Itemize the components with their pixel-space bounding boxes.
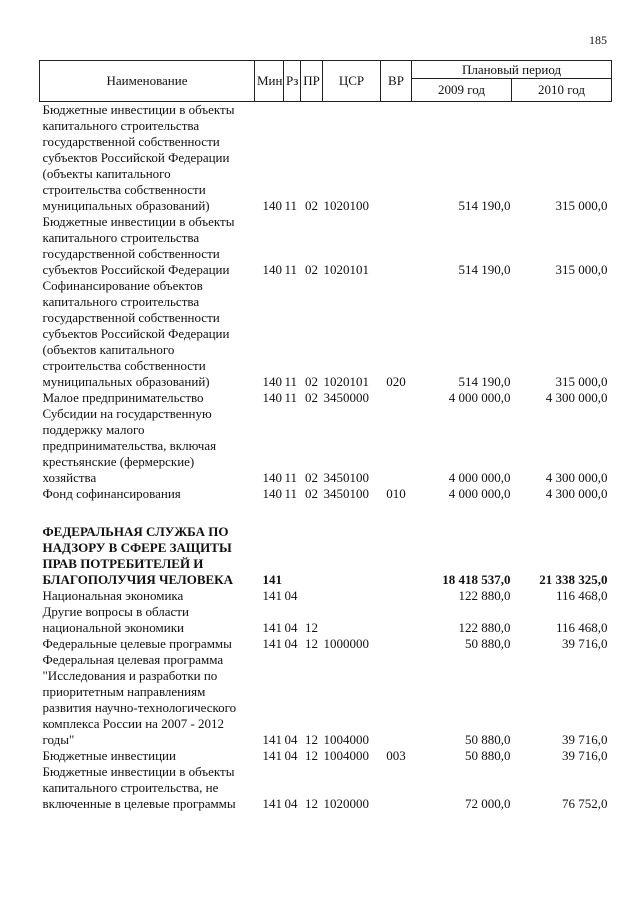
row-amount-2009: 4 000 000,0	[448, 486, 511, 501]
row-csr: 3450100	[323, 470, 369, 485]
row-name: Фонд софинансирования	[42, 486, 181, 501]
row-vr	[381, 102, 412, 215]
table-header	[40, 61, 612, 102]
row-rz: 11	[284, 198, 298, 213]
row-amount-2010: 116 468,0	[555, 620, 608, 635]
row-amount-2009: 122 880,0	[458, 620, 511, 635]
row-amount-2009: 514 190,0	[458, 262, 511, 277]
row-pr: 02	[305, 390, 318, 405]
row-vr: 010	[386, 486, 406, 501]
row-csr: 1020000	[323, 796, 369, 811]
row-amount-2009: 72 000,0	[465, 796, 511, 811]
row-vr	[381, 390, 412, 406]
header-rz: Рз	[284, 61, 301, 102]
row-min: 141	[262, 748, 282, 763]
row-amount-2010: 39 716,0	[562, 732, 608, 747]
row-pr: 02	[305, 262, 318, 277]
header-planning-period: Плановый период	[412, 61, 612, 79]
row-pr: 12	[305, 796, 318, 811]
row-min: 141	[262, 732, 282, 747]
table-row	[40, 748, 612, 764]
table-row	[40, 102, 612, 215]
row-name: Федеральные целевые программы	[42, 636, 232, 651]
section-header-row	[40, 524, 612, 588]
row-min: 141	[262, 620, 282, 635]
row-csr: 1020100	[323, 198, 369, 213]
row-csr	[323, 524, 381, 588]
row-pr: 12	[305, 748, 318, 763]
row-amount-2009: 50 880,0	[465, 748, 511, 763]
row-rz: 04	[284, 796, 298, 811]
row-amount-2009: 50 880,0	[465, 636, 511, 651]
header-vr: ВР	[381, 61, 412, 102]
table-row	[40, 214, 612, 278]
table-row	[40, 636, 612, 652]
row-rz: 04	[284, 588, 298, 603]
row-amount-2009: 514 190,0	[458, 374, 511, 389]
row-rz: 04	[284, 620, 298, 635]
row-rz: 11	[284, 470, 298, 485]
row-csr	[323, 588, 381, 604]
header-min: Мин	[255, 61, 284, 102]
row-csr: 1004000	[323, 732, 369, 747]
row-rz: 04	[284, 636, 298, 651]
table-row	[40, 764, 612, 812]
table-body	[40, 102, 612, 813]
row-name: Бюджетные инвестиции в объекты капитального строительства, не включенные в целевые программы	[42, 764, 236, 811]
row-rz: 04	[284, 748, 298, 763]
row-vr: 020	[386, 374, 406, 389]
row-vr	[381, 652, 412, 748]
row-amount-2010: 315 000,0	[555, 374, 608, 389]
row-amount-2010: 39 716,0	[562, 636, 608, 651]
row-pr: 12	[305, 620, 318, 635]
row-vr	[381, 636, 412, 652]
row-rz	[284, 524, 301, 588]
row-pr: 02	[305, 374, 318, 389]
row-min: 140	[262, 262, 282, 277]
row-min: 141	[262, 572, 282, 587]
row-pr: 12	[305, 636, 318, 651]
row-pr: 02	[305, 470, 318, 485]
row-pr	[301, 588, 323, 604]
header-csr: ЦСР	[323, 61, 381, 102]
row-name: Национальная экономика	[42, 588, 184, 603]
row-amount-2010: 315 000,0	[555, 262, 608, 277]
row-name: Другие вопросы в области национальной экономики	[42, 604, 189, 635]
table-row	[40, 604, 612, 636]
row-csr	[323, 604, 381, 636]
row-csr: 3450100	[323, 486, 369, 501]
row-min: 140	[262, 374, 282, 389]
row-csr: 1020101	[323, 374, 369, 389]
row-vr	[381, 524, 412, 588]
row-min: 140	[262, 198, 282, 213]
header-name: Наименование	[40, 61, 255, 102]
row-amount-2010: 4 300 000,0	[545, 470, 608, 485]
row-vr	[381, 764, 412, 812]
row-name: Софинансирование объектов капитального строительства государственной собственности субъектов Российской Федерации (объектов капитального строительства собственности муниципальных образований)	[42, 278, 230, 389]
table-row	[40, 278, 612, 390]
table-row	[40, 390, 612, 406]
row-rz: 11	[284, 374, 298, 389]
row-pr: 02	[305, 198, 318, 213]
row-vr	[381, 406, 412, 486]
row-min: 141	[262, 636, 282, 651]
row-rz: 11	[284, 390, 298, 405]
row-min: 141	[262, 796, 282, 811]
page-number: 185	[589, 33, 607, 47]
header-year-2009: 2009 год	[412, 79, 512, 102]
header-pr: ПР	[301, 61, 323, 102]
table-row	[40, 406, 612, 486]
row-csr: 1020101	[323, 262, 369, 277]
row-amount-2010: 116 468,0	[555, 588, 608, 603]
row-amount-2010: 315 000,0	[555, 198, 608, 213]
row-rz: 11	[284, 486, 298, 501]
row-csr: 1000000	[323, 636, 369, 651]
row-vr	[381, 588, 412, 604]
row-csr: 3450000	[323, 390, 369, 405]
row-amount-2010: 39 716,0	[562, 748, 608, 763]
row-amount-2010: 76 752,0	[562, 796, 608, 811]
row-amount-2009: 122 880,0	[458, 588, 511, 603]
row-name: Федеральная целевая программа "Исследования и разработки по приоритетным направлениям развития научно-технологического комплекса России на 2007 - 2012 годы"	[42, 652, 237, 747]
row-pr: 12	[305, 732, 318, 747]
row-rz: 04	[284, 732, 298, 747]
row-amount-2009: 18 418 537,0	[442, 572, 511, 587]
budget-table	[39, 60, 612, 812]
row-csr: 1004000	[323, 748, 369, 763]
row-pr: 02	[305, 486, 318, 501]
row-name: Бюджетные инвестиции	[42, 748, 176, 763]
row-name: ФЕДЕРАЛЬНАЯ СЛУЖБА ПО НАДЗОРУ В СФЕРЕ ЗАЩИТЫ ПРАВ ПОТРЕБИТЕЛЕЙ И БЛАГОПОЛУЧИЯ ЧЕЛОВЕКА	[42, 524, 233, 587]
row-vr	[381, 214, 412, 278]
header-year-2010: 2010 год	[512, 79, 612, 102]
row-amount-2009: 4 000 000,0	[448, 390, 511, 405]
row-vr: 003	[386, 748, 406, 763]
spacer-cell	[40, 502, 612, 524]
row-amount-2010: 4 300 000,0	[545, 486, 608, 501]
row-min: 140	[262, 470, 282, 485]
row-amount-2010: 4 300 000,0	[545, 390, 608, 405]
table-row	[40, 588, 612, 604]
row-name: Субсидии на государственную поддержку малого предпринимательства, включая крестьянские (фермерские) хозяйства	[42, 406, 217, 485]
row-amount-2009: 514 190,0	[458, 198, 511, 213]
row-name: Малое предпринимательство	[42, 390, 204, 405]
table-row	[40, 652, 612, 748]
row-rz: 11	[284, 262, 298, 277]
row-vr	[381, 604, 412, 636]
row-name: Бюджетные инвестиции в объекты капитального строительства государственной собственности субъектов Российской Федерации (объекты капитального строительства собственности муниципальных образований)	[42, 102, 235, 213]
row-pr	[301, 524, 323, 588]
row-name: Бюджетные инвестиции в объекты капитального строительства государственной собственности субъектов Российской Федерации	[42, 214, 235, 277]
row-min: 140	[262, 390, 282, 405]
table-row	[40, 486, 612, 502]
row-amount-2009: 50 880,0	[465, 732, 511, 747]
spacer-row	[40, 502, 612, 524]
row-min: 140	[262, 486, 282, 501]
row-min: 141	[262, 588, 282, 603]
row-amount-2010: 21 338 325,0	[539, 572, 608, 587]
row-amount-2009: 4 000 000,0	[448, 470, 511, 485]
